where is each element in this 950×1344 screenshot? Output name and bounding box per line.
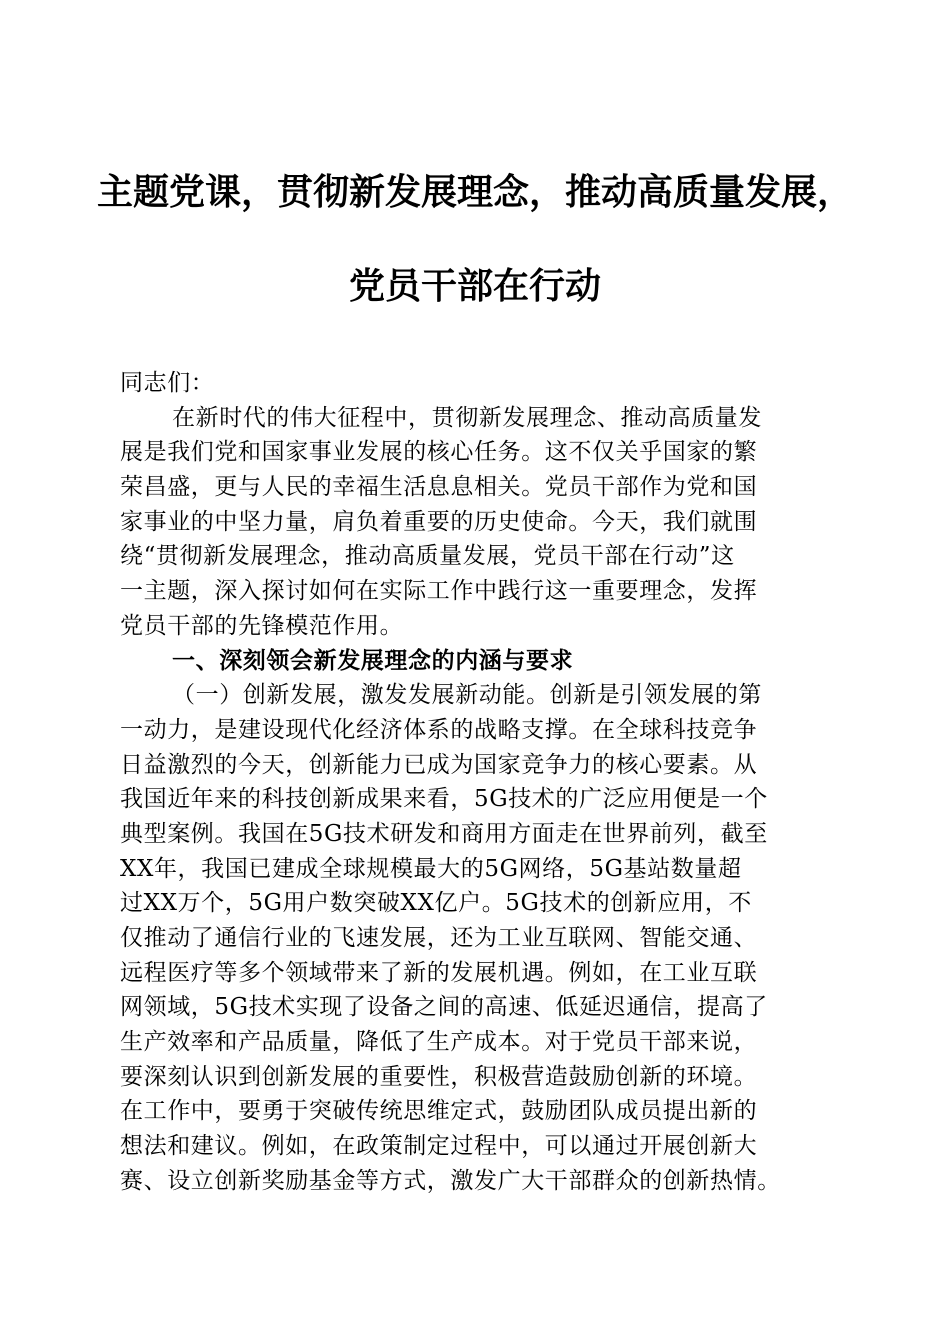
- salutation: 同志们：: [120, 370, 215, 396]
- paragraph-line: 日益激烈的今天，创新能力已成为国家竞争力的核心要素。从: [120, 751, 758, 778]
- title-line-2: 党员干部在行动: [348, 265, 601, 307]
- paragraph-line: 生产效率和产品质量，降低了生产成本。对于党员干部来说，: [120, 1029, 758, 1056]
- paragraph-line: 一主题，深入探讨如何在实际工作中践行这一重要理念，发挥: [120, 578, 758, 605]
- section-paragraph: [120, 678, 840, 1198]
- paragraph-line: 家事业的中坚力量，肩负着重要的历史使命。今天，我们就围: [120, 508, 758, 535]
- paragraph-line: 过XX万个，5G用户数突破XX亿户。5G技术的创新应用，不: [120, 890, 752, 917]
- intro-paragraph: [120, 401, 840, 644]
- title-line-1: 主题党课，贯彻新发展理念，推动高质量发展，: [96, 171, 853, 213]
- paragraph-line: 要深刻认识到创新发展的重要性，积极营造鼓励创新的环境。: [120, 1063, 758, 1090]
- paragraph-line: 典型案例。我国在5G技术研发和商用方面走在世界前列，截至: [120, 820, 768, 847]
- paragraph-line: 网领域，5G技术实现了设备之间的高速、低延迟通信，提高了: [120, 994, 768, 1021]
- paragraph-line: 荣昌盛，更与人民的幸福生活息息相关。党员干部作为党和国: [120, 474, 758, 501]
- paragraph-line: 展是我们党和国家事业发展的核心任务。这不仅关乎国家的繁: [120, 439, 758, 466]
- paragraph-line: 赛、设立创新奖励基金等方式，激发广大干部群众的创新热情。: [120, 1167, 781, 1194]
- document-body: [120, 366, 840, 1199]
- paragraph-line: 党员干部的先锋模范作用。: [120, 612, 404, 639]
- paragraph-line: 我国近年来的科技创新成果来看，5G技术的广泛应用便是一个: [120, 786, 768, 813]
- paragraph-line: 绕“贯彻新发展理念，推动高质量发展，党员干部在行动”这: [120, 543, 735, 570]
- paragraph-line: 远程医疗等多个领域带来了新的发展机遇。例如，在工业互联: [120, 959, 758, 986]
- paragraph-line: 一动力，是建设现代化经济体系的战略支撑。在全球科技竞争: [120, 716, 758, 743]
- paragraph-line: XX年，我国已建成全球规模最大的5G网络，5G基站数量超: [120, 855, 742, 882]
- paragraph-line: 在工作中，要勇于突破传统思维定式，鼓励团队成员提出新的: [120, 1098, 758, 1125]
- document-title: [60, 166, 890, 312]
- paragraph-line: 仅推动了通信行业的飞速发展，还为工业互联网、智能交通、: [120, 925, 758, 951]
- paragraph-line: （一）创新发展，激发发展新动能。创新是引领发展的第: [172, 682, 762, 709]
- paragraph-line: 想法和建议。例如，在政策制定过程中，可以通过开展创新大: [120, 1133, 758, 1160]
- paragraph-line: 在新时代的伟大征程中，贯彻新发展理念、推动高质量发: [172, 404, 762, 431]
- section-heading: 一、深刻领会新发展理念的内涵与要求: [172, 646, 574, 674]
